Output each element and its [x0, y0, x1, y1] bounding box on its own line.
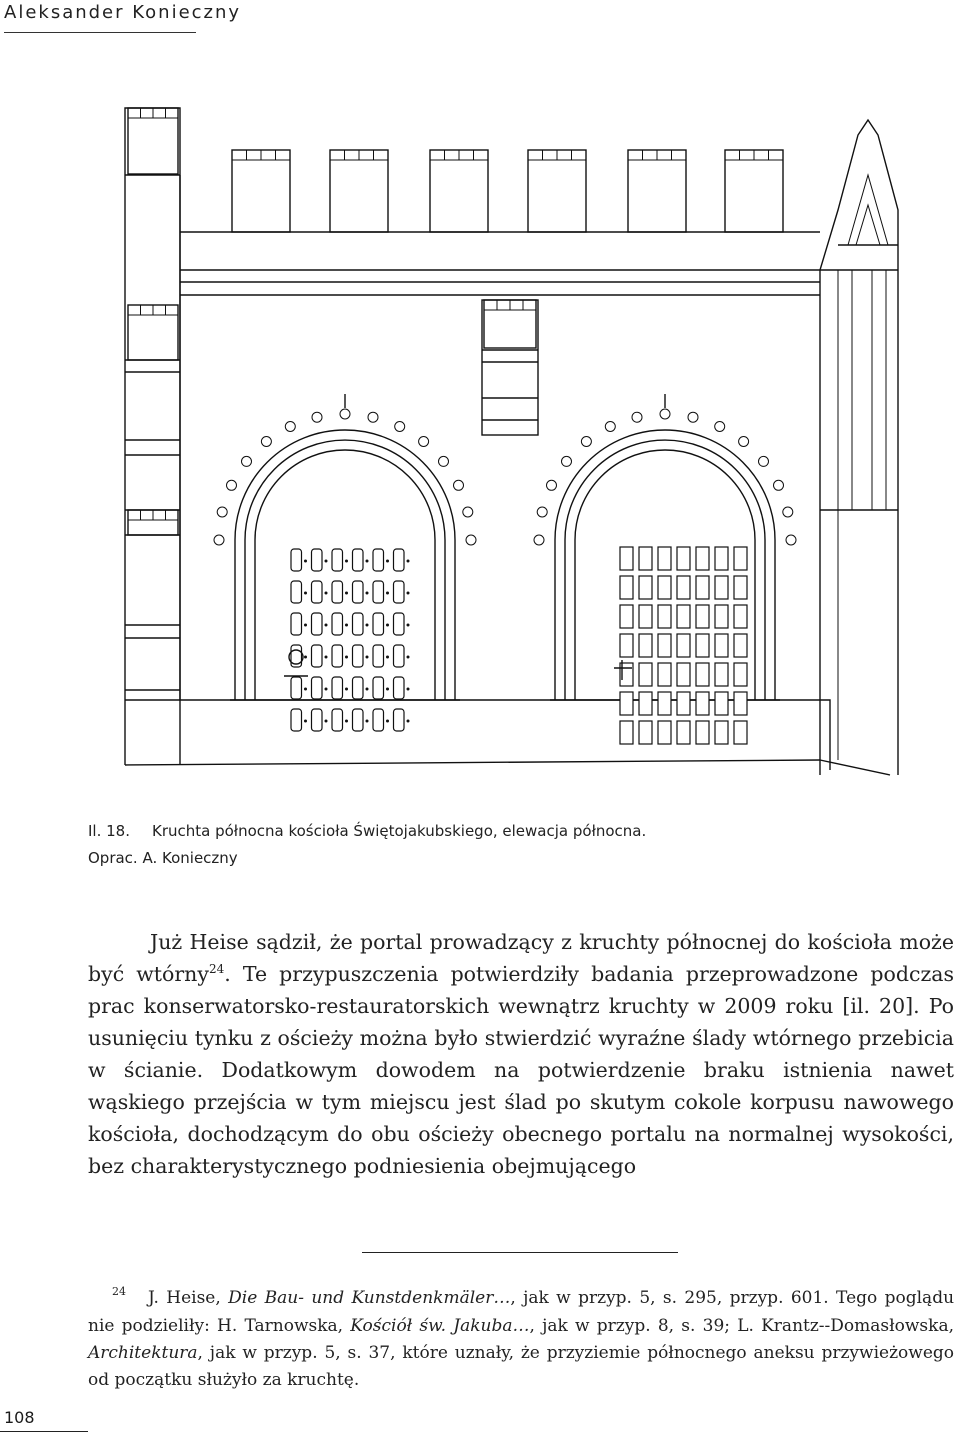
- body-text-part-2: . Te przypuszczenia potwierdziły badania przeprowadzone podczas prac konserwatorsko-restauratorskich wewnątrz kruchty w 2009 roku [il. 20]. Po usunięciu tynku z ościeży można było stwierdzić wyraźne ślady wtórnego przebicia w ścianie. Dodatkowym dowodem na potwierdzenie braku istnienia nawet wąskiego przejścia w tym miejscu jest ślad po skutym cokole korpusu nawowego kościoła, dochodzącym do obu ościeży obecnego portalu na normalnej wysokości, bez charakterystycznego podniesienia obejmującego: [88, 962, 955, 1178]
- footnote-text-1: J. Heise,: [148, 1288, 229, 1308]
- footnote-number: 24: [112, 1285, 126, 1298]
- page-number: 108: [4, 1408, 35, 1427]
- figure-caption: [88, 818, 848, 872]
- footnote-separator: [362, 1252, 678, 1253]
- footnote-title-krantz: Architektura: [88, 1343, 198, 1363]
- elevation-drawing: [0, 90, 960, 790]
- battlements: [128, 108, 783, 535]
- middle-pier: [482, 300, 538, 435]
- right-pinnacle: [820, 120, 898, 775]
- running-head-author: Aleksander Konieczny: [4, 2, 242, 23]
- left-buttress: [125, 175, 180, 690]
- footnote-text-4: , jak w przyp. 5, s. 37, które uznały, że przyziemie północnego aneksu przywieżowego od początku służyło za kruchtę.: [88, 1343, 954, 1390]
- caption-number: Il. 18.: [88, 822, 130, 840]
- footnote-reference[interactable]: 24: [208, 962, 225, 977]
- page-number-rule: [0, 1431, 88, 1432]
- footnote-title-tarnowska: Kościół św. Jakuba…: [350, 1316, 530, 1336]
- footnote-text-2: , jak w przyp. 5, s. 295, przyp. 601. Tego poglądu nie podzieliły: H. Tarnowska,: [88, 1288, 955, 1336]
- door-leaves: [284, 547, 747, 744]
- header-rule: [4, 32, 196, 33]
- caption-text: Kruchta północna kościoła Świętojakubskiego, elewacja północna.: [152, 822, 647, 840]
- footnote-24: [88, 1285, 954, 1394]
- caption-credit: Oprac. A. Konieczny: [88, 849, 238, 867]
- footnote-text-3: , jak w przyp. 8, s. 39; L. Krantz--Domasłowska,: [529, 1316, 954, 1336]
- body-paragraph: [88, 926, 954, 1182]
- footnote-title-heise: Die Bau- und Kunstdenkmäler…: [228, 1288, 511, 1308]
- body-text-part-1: Już Heise sądził, że portal prowadzący z kruchty północnej do kościoła może być wtórny: [88, 930, 954, 986]
